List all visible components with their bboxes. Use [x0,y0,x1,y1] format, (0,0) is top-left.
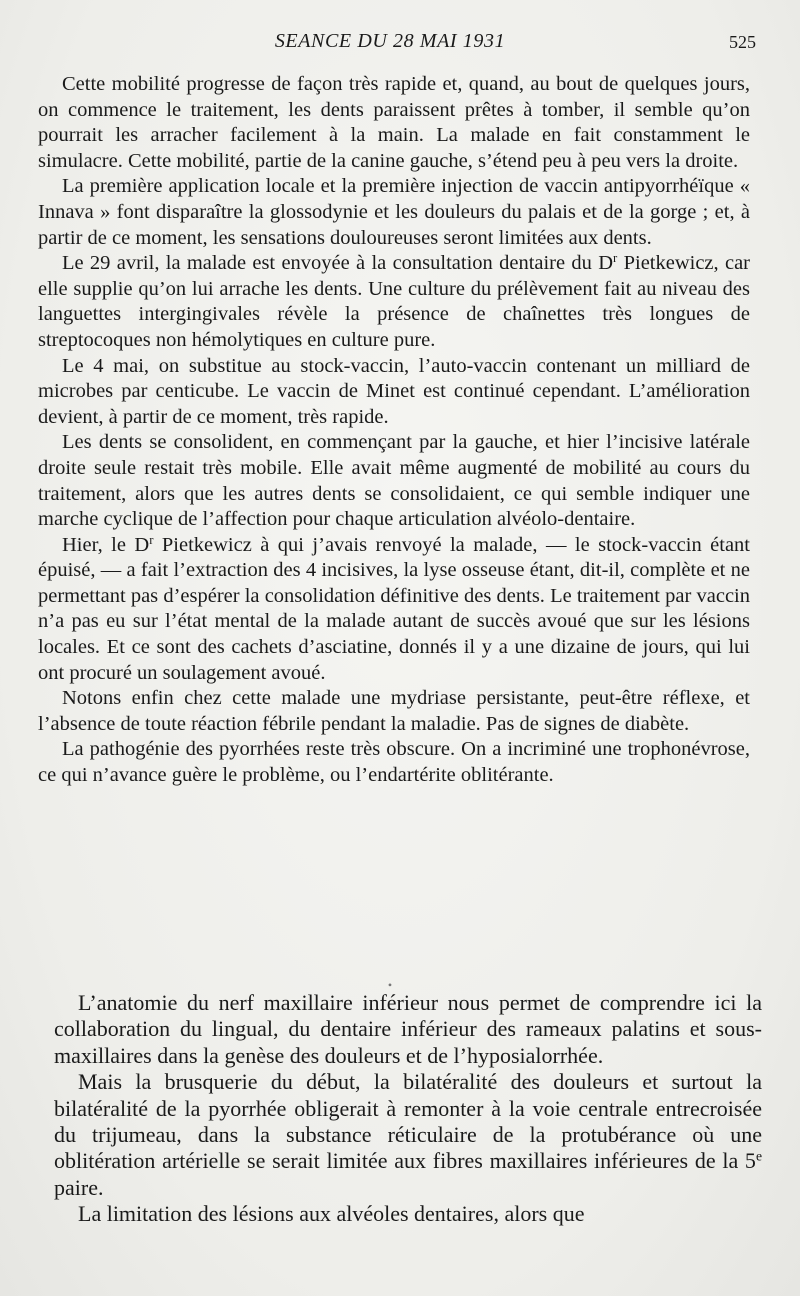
superscript: r [613,251,618,266]
paragraph-text: Mais la brusquerie du début, la bilatéralité des douleurs et surtout la bilatéralité de la pyorrhée obligerait à remonter à la voie centrale entrecroisée du trijumeau, dans la substance réticulaire de la protubérance où une oblitération artérielle se serait limitée aux fibres maxillaires inférieures de la 5 [54,1069,762,1174]
page-number: 525 [729,32,756,52]
text-block-discussion [54,990,762,1228]
paragraph: Les dents se consolident, en commençant par la gauche, et hier l’incisive latérale droite seule restait très mobile. Elle avait même augmenté de mobilité au cours du traitement, alors que les autres dents se consolidaient, ce qui semble indiquer une marche cyclique de l’affection pour chaque articulation alvéolo-dentaire. [38,431,750,531]
section-separator: • [387,978,393,992]
paragraph: L’anatomie du nerf maxillaire inférieur nous permet de comprendre ici la collaboration du lingual, du dentaire inférieur des rameaux palatins et sous-maxillaires dans la genèse des douleurs et de l’hyposialorrhée. [54,990,762,1068]
paragraph: Notons enfin chez cette malade une mydriase persistante, peut-être réflexe, et l’absence de toute réaction fébrile pendant la maladie. Pas de signes de diabète. [38,687,750,735]
paragraph: Cette mobilité progresse de façon très rapide et, quand, au bout de quelques jours, on commence le traitement, les dents paraissent prêtes à tomber, il semble qu’on pourrait les arracher facilement à la main. La malade en fait constamment le simulacre. Cette mobilité, partie de la canine gauche, s’étend peu à peu vers la droite. [38,73,750,172]
paragraph-text: Hier, le D [62,533,150,556]
paragraph-text: La première application locale et la première injection de vaccin antipyorrhéïque « Innava » font disparaître la glossodynie et les douleurs du palais et de la gorge ; et, à partir de ce moment, les sensations douloureuses seront limitées aux dents. [38,175,750,249]
paragraph-text: Le 29 avril, la malade est envoyée à la consultation dentaire du D [62,252,614,275]
superscript: r [149,532,154,547]
paragraph: La pathogénie des pyorrhées reste très obscure. On a incriminé une trophonévrose, ce qui n’avance guère le problème, ou l’endartérite oblitérante. [38,738,750,787]
paragraph [38,533,750,687]
paragraph: Le 4 mai, on substitue au stock-vaccin, l’auto-vaccin contenant un milliard de microbes par centicube. Le vaccin de Minet est continué cependant. L’amélioration devient, à partir de ce moment, très rapide. [38,354,750,428]
paragraph [38,174,750,251]
running-title: SEANCE DU 28 MAI 1931 [274,30,506,52]
paragraph [54,1069,762,1201]
text-block-case-report [38,72,750,789]
superscript: e [755,1148,762,1164]
paragraph [38,251,750,353]
paragraph-text: Pietkewicz à qui j’avais renvoyé la malade, — le stock-vaccin étant épuisé, — a fait l’extraction des 4 incisives, la lyse osseuse étant, dit-il, complète et ne permettant pas d’espérer la consolidation définitive des dents. Le traitement par vaccin n’a pas eu sur l’état mental de la malade autant de succès avoué que sur les lésions locales. Et ce sont des cachets d’asciatine, donnés il y a une dizaine de jours, qui lui ont procuré un soulagement avoué. [38,533,750,684]
running-head [0,30,800,56]
paragraph-text: paire. [54,1174,104,1200]
paragraph-text: Pietkewicz, car elle supplie qu’on lui arrache les dents. Une culture du prélèvement fait au niveau des languettes intergingivales révèle la présence de chaînettes très longues de streptocoques non hémolytiques en culture pure. [38,252,750,351]
paragraph: La limitation des lésions aux alvéoles dentaires, alors que [78,1201,585,1227]
